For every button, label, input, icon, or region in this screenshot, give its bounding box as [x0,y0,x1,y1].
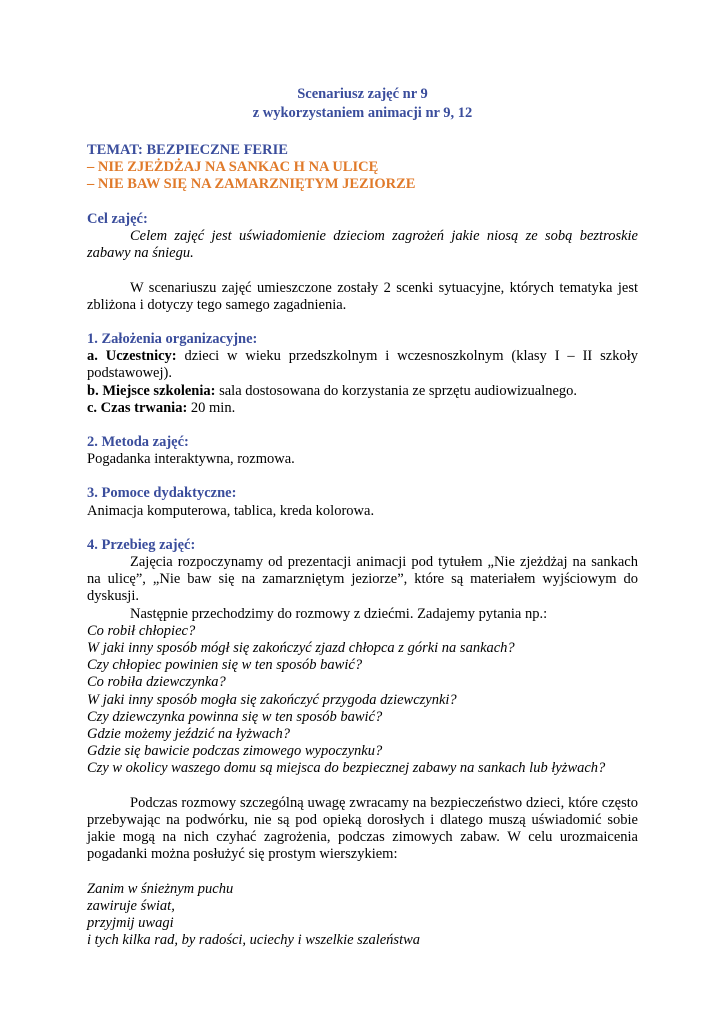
question-item: Czy dziewczynka powinna się w ten sposób bawić? [87,708,383,725]
participants-label: a. Uczestnicy: [87,348,177,365]
poem-line: i tych kilka rad, by radości, uciechy i wszelkie szaleństwa [87,932,421,949]
topic-line-3: – NIE BAW SIĘ NA ZAMARZNIĘTYM JEZIORZE [87,176,416,192]
title-line-1: Scenariusz zajęć nr 9 [297,86,428,102]
topic-line-1: TEMAT: BEZPIECZNE FERIE [87,142,288,158]
poem-line: przyjmij uwagi [87,914,174,931]
topic-block [87,142,638,193]
organization-section [87,331,638,417]
question-item: Co robił chłopiec? [87,622,196,639]
goal-text: Celem zajęć jest uświadomienie dzieciom zagrożeń jakie niosą ze sobą beztroskie zabawy na śniegu. [87,228,638,262]
location-text: sala dostosowana do korzystania ze sprzętu audiowizualnego. [215,382,578,399]
course-intro: Zajęcia rozpoczynamy od prezentacji animacji pod tytułem „Nie zjeżdżaj na sankach na ulicę”, „Nie baw się na zamarzniętym jeziorze”, które są materiałem wyjściowym do dyskusji. [87,554,638,605]
question-item: Czy w okolicy waszego domu są miejsca do bezpiecznej zabawy na sankach lub łyżwach? [87,760,606,777]
location-item [87,383,638,400]
question-list [87,623,638,778]
question-item: Gdzie się bawicie podczas zimowego wypoczynku? [87,743,383,760]
aids-heading: 3. Pomoce dydaktyczne: [87,485,237,502]
question-item: W jaki inny sposób mogła się zakończyć przygoda dziewczynki? [87,691,457,708]
location-label: b. Miejsce szkolenia: [87,382,216,399]
topic-line-2: – NIE ZJEŻDŻAJ NA SANKAC H NA ULICĘ [87,159,379,175]
question-item: Czy chłopiec powinien się w ten sposób bawić? [87,657,363,674]
method-text: Pogadanka interaktywna, rozmowa. [87,451,295,468]
poem-line: Zanim w śnieżnym puchu [87,880,234,897]
duration-item [87,400,638,417]
aids-text: Animacja komputerowa, tablica, kreda kolorowa. [87,502,375,519]
duration-label: c. Czas trwania: [87,399,188,416]
goal-section [87,211,638,314]
course-closing: Podczas rozmowy szczególną uwagę zwracamy na bezpieczeństwo dzieci, które często przebywając na podwórku, nie są pod opieką dorosłych i dlatego muszą uświadomić sobie jakie mogą na nich czyhać zagrożenia, podczas zimowych zabaw. W celu urozmaicenia pogadanki można posłużyć się prostym wierszykiem: [87,794,638,863]
question-item: Gdzie możemy jeździć na łyżwach? [87,726,290,743]
participants-text: dzieci w wieku przedszkolnym i wczesnoszkolnym (klasy I – II szkoły podstawowej). [87,348,638,382]
question-item: W jaki inny sposób mógł się zakończyć zjazd chłopca z górki na sankach? [87,640,515,657]
document-title [87,0,638,123]
course-lead: Następnie przechodzimy do rozmowy z dziećmi. Zadajemy pytania np.: [130,605,548,622]
poem [87,881,638,950]
goal-heading: Cel zajęć: [87,211,148,227]
question-item: Co robiła dziewczynka? [87,674,226,691]
course-section [87,537,638,949]
method-section [87,434,638,468]
organization-heading: 1. Założenia organizacyjne: [87,331,258,348]
duration-text: 20 min. [187,399,236,416]
poem-line: zawiruje świat, [87,897,175,914]
participants-item [87,348,638,382]
aids-section [87,485,638,519]
goal-note: W scenariuszu zajęć umieszczone zostały 2 scenki sytuacyjne, których tematyka jest zbliżona i dotyczy tego samego zagadnienia. [87,279,638,313]
method-heading: 2. Metoda zajęć: [87,434,189,451]
title-line-2: z wykorzystaniem animacji nr 9, 12 [252,105,473,121]
course-heading: 4. Przebieg zajęć: [87,536,196,553]
